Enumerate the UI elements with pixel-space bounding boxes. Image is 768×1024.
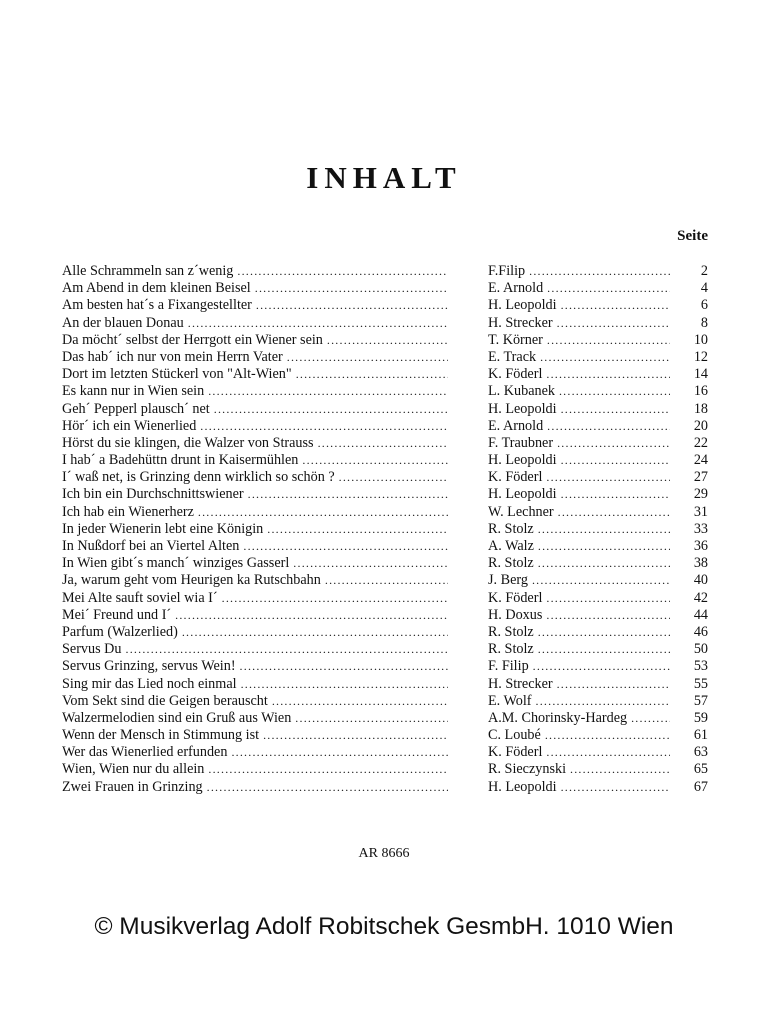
- dot-leader: [558, 504, 670, 521]
- song-title: Es kann nur in Wien sein: [62, 383, 205, 400]
- toc-title-cell: [62, 641, 448, 658]
- toc-composer-cell: [488, 693, 670, 710]
- composer-name: F.Filip: [488, 263, 526, 279]
- song-title: Wenn der Mensch in Stimmung ist: [62, 727, 260, 744]
- catalog-code: AR 8666: [358, 846, 410, 861]
- dot-leader: [540, 349, 670, 366]
- page-number: 6: [700, 297, 708, 314]
- toc-composer-cell: [488, 555, 670, 572]
- toc-row: [62, 693, 708, 710]
- table-of-contents: [62, 263, 708, 796]
- toc-row: [62, 624, 708, 641]
- toc-title-cell: [62, 469, 448, 486]
- composer-name: E. Arnold: [488, 417, 544, 434]
- composer-name: R. Stolz: [488, 623, 534, 640]
- song-title: Das hab´ ich nur von mein Herrn Vater: [62, 348, 283, 365]
- song-title: Am Abend in dem kleinen Beisel: [62, 280, 251, 297]
- page-number: 31: [693, 503, 708, 520]
- composer-name: K. Föderl: [488, 589, 543, 606]
- toc-row: [62, 469, 708, 486]
- toc-title-cell: [62, 383, 448, 400]
- toc-composer-cell: [488, 418, 670, 435]
- composer-name: K. Föderl: [488, 469, 543, 486]
- page-number: 10: [693, 331, 708, 348]
- toc-title-cell: [62, 332, 448, 349]
- song-title: Zwei Frauen in Grinzing: [62, 778, 203, 795]
- dot-leader: [538, 624, 670, 641]
- dot-leader: [188, 315, 448, 332]
- toc-composer-cell: [488, 297, 670, 314]
- toc-row: [62, 401, 708, 418]
- composer-name: A.M. Chorinsky-Hardeg: [488, 709, 628, 726]
- page-number: 8: [700, 314, 708, 331]
- toc-title-cell: [62, 710, 448, 727]
- composer-name: H. Leopoldi: [488, 486, 557, 503]
- page-number: 14: [693, 366, 708, 383]
- dot-leader: [231, 744, 448, 761]
- dot-leader: [237, 263, 448, 280]
- toc-title-cell: [62, 366, 448, 383]
- composer-name: F. Filip: [488, 658, 529, 675]
- toc-title-cell: [62, 676, 448, 693]
- toc-title-cell: [62, 280, 448, 297]
- toc-row: [62, 452, 708, 469]
- dot-leader: [561, 297, 670, 314]
- toc-row: [62, 555, 708, 572]
- dot-leader: [545, 727, 670, 744]
- song-title: Wer das Wienerlied erfunden: [62, 744, 228, 761]
- toc-composer-cell: [488, 349, 670, 366]
- page-title: INHALT: [306, 160, 462, 195]
- toc-row: [62, 538, 708, 555]
- dot-leader: [536, 693, 670, 710]
- toc-row: [62, 607, 708, 624]
- dot-leader: [248, 486, 448, 503]
- toc-row: [62, 658, 708, 675]
- page-number: 50: [693, 641, 708, 658]
- song-title: In jeder Wienerin lebt eine Königin: [62, 520, 264, 537]
- page-number: 16: [693, 383, 708, 400]
- toc-title-cell: [62, 418, 448, 435]
- toc-row: [62, 418, 708, 435]
- song-title: Vom Sekt sind die Geigen berauscht: [62, 692, 268, 709]
- dot-leader: [327, 332, 448, 349]
- toc-row: [62, 383, 708, 400]
- dot-leader: [547, 332, 670, 349]
- composer-name: R. Sieczynski: [488, 761, 567, 778]
- toc-composer-cell: [488, 315, 670, 332]
- page-number: 53: [693, 658, 708, 675]
- dot-leader: [561, 486, 670, 503]
- toc-title-cell: [62, 693, 448, 710]
- song-title: Dort im letzten Stückerl von "Alt-Wien": [62, 366, 292, 383]
- page-number: 44: [693, 606, 708, 623]
- toc-title-cell: [62, 349, 448, 366]
- page-number: 63: [693, 744, 708, 761]
- toc-title-cell: [62, 504, 448, 521]
- toc-title-cell: [62, 521, 448, 538]
- toc-composer-cell: [488, 332, 670, 349]
- dot-leader: [546, 744, 670, 761]
- toc-composer-cell: [488, 624, 670, 641]
- composer-name: E. Track: [488, 348, 537, 365]
- toc-composer-cell: [488, 263, 670, 280]
- dot-leader: [339, 469, 448, 486]
- toc-composer-cell: [488, 452, 670, 469]
- dot-leader: [243, 538, 448, 555]
- dot-leader: [272, 693, 448, 710]
- composer-name: E. Wolf: [488, 692, 532, 709]
- dot-leader: [207, 779, 448, 796]
- dot-leader: [538, 538, 670, 555]
- page-number: 59: [693, 709, 708, 726]
- dot-leader: [546, 469, 670, 486]
- composer-name: A. Walz: [488, 538, 534, 554]
- dot-leader: [296, 366, 448, 383]
- song-title: I´ waß net, is Grinzing denn wirklich so schön ?: [62, 469, 335, 486]
- toc-row: [62, 676, 708, 693]
- page-number: 22: [693, 434, 708, 451]
- song-title: Mei Alte sauft soviel wia I´: [62, 589, 218, 606]
- dot-leader: [295, 710, 448, 727]
- toc-composer-cell: [488, 280, 670, 297]
- dot-leader: [546, 366, 670, 383]
- toc-composer-cell: [488, 779, 670, 796]
- dot-leader: [547, 280, 670, 297]
- song-title: Sing mir das Lied noch einmal: [62, 675, 237, 692]
- toc-row: [62, 332, 708, 349]
- composer-name: H. Leopoldi: [488, 452, 557, 469]
- dot-leader: [546, 607, 670, 624]
- toc-row: [62, 744, 708, 761]
- dot-leader: [126, 641, 448, 658]
- page-column-header: Seite: [677, 228, 708, 244]
- dot-leader: [538, 641, 670, 658]
- dot-leader: [208, 761, 448, 778]
- dot-leader: [561, 452, 670, 469]
- toc-row: [62, 727, 708, 744]
- composer-name: C. Loubé: [488, 727, 541, 744]
- toc-row: [62, 280, 708, 297]
- toc-composer-cell: [488, 761, 670, 778]
- toc-title-cell: [62, 435, 448, 452]
- dot-leader: [559, 383, 670, 400]
- toc-composer-cell: [488, 469, 670, 486]
- song-title: Hör´ ich ein Wienerlied: [62, 417, 197, 434]
- dot-leader: [318, 435, 448, 452]
- song-title: In Wien gibt´s manch´ winziges Gasserl: [62, 555, 290, 572]
- dot-leader: [532, 572, 670, 589]
- toc-composer-cell: [488, 435, 670, 452]
- composer-name: R. Stolz: [488, 555, 534, 572]
- toc-composer-cell: [488, 607, 670, 624]
- page-number: 40: [693, 572, 708, 589]
- page-number: 29: [693, 486, 708, 503]
- toc-row: [62, 366, 708, 383]
- dot-leader: [175, 607, 448, 624]
- toc-row: [62, 710, 708, 727]
- page-number: 38: [693, 555, 708, 572]
- toc-composer-cell: [488, 641, 670, 658]
- composer-name: H. Leopoldi: [488, 297, 557, 314]
- toc-composer-cell: [488, 401, 670, 418]
- dot-leader: [557, 676, 670, 693]
- dot-leader: [267, 521, 448, 538]
- toc-title-cell: [62, 538, 448, 555]
- composer-name: R. Stolz: [488, 641, 534, 658]
- song-title: Parfum (Walzerlied): [62, 623, 178, 640]
- page-number: 42: [693, 589, 708, 606]
- dot-leader: [182, 624, 448, 641]
- song-title: An der blauen Donau: [62, 314, 184, 331]
- composer-name: H. Strecker: [488, 314, 553, 331]
- toc-row: [62, 486, 708, 503]
- composer-name: E. Arnold: [488, 280, 544, 297]
- song-title: Ja, warum geht vom Heurigen ka Rutschbahn: [62, 572, 321, 589]
- page-number: 65: [693, 761, 708, 778]
- toc-composer-cell: [488, 538, 670, 555]
- toc-composer-cell: [488, 710, 670, 727]
- composer-name: H. Strecker: [488, 675, 553, 692]
- page-number: 27: [693, 469, 708, 486]
- dot-leader: [198, 504, 448, 521]
- toc-row: [62, 435, 708, 452]
- dot-leader: [240, 658, 448, 675]
- toc-title-cell: [62, 607, 448, 624]
- toc-row: [62, 572, 708, 589]
- toc-row: [62, 590, 708, 607]
- toc-row: [62, 761, 708, 778]
- composer-name: W. Lechner: [488, 503, 554, 520]
- dot-leader: [241, 676, 448, 693]
- dot-leader: [570, 761, 670, 778]
- page-number: 12: [693, 348, 708, 365]
- copyright-notice: © Musikverlag Adolf Robitschek GesmbH. 1010 Wien: [94, 913, 674, 940]
- song-title: Mei´ Freund und I´: [62, 606, 172, 623]
- dot-leader: [255, 280, 448, 297]
- song-title: Geh´ Pepperl plausch´ net: [62, 400, 210, 417]
- toc-title-cell: [62, 452, 448, 469]
- song-title: Servus Du: [62, 641, 122, 658]
- page-number: 46: [693, 623, 708, 640]
- song-title: Wien, Wien nur du allein: [62, 761, 205, 778]
- toc-composer-cell: [488, 590, 670, 607]
- toc-title-cell: [62, 744, 448, 761]
- composer-name: L. Kubanek: [488, 383, 555, 400]
- composer-name: K. Föderl: [488, 366, 543, 383]
- dot-leader: [214, 401, 448, 418]
- toc-composer-cell: [488, 744, 670, 761]
- dot-leader: [256, 297, 448, 314]
- toc-title-cell: [62, 658, 448, 675]
- toc-composer-cell: [488, 366, 670, 383]
- song-title: I hab´ a Badehüttn drunt in Kaisermühlen: [62, 452, 299, 469]
- dot-leader: [561, 401, 670, 418]
- page-number: 18: [693, 400, 708, 417]
- page-number: 67: [693, 778, 708, 795]
- dot-leader: [546, 590, 670, 607]
- toc-composer-cell: [488, 572, 670, 589]
- song-title: Hörst du sie klingen, die Walzer von Strauss: [62, 434, 314, 451]
- toc-composer-cell: [488, 676, 670, 693]
- toc-row: [62, 504, 708, 521]
- dot-leader: [547, 418, 670, 435]
- toc-composer-cell: [488, 486, 670, 503]
- page-number: 20: [693, 417, 708, 434]
- toc-title-cell: [62, 401, 448, 418]
- dot-leader: [631, 710, 670, 727]
- composer-name: H. Leopoldi: [488, 400, 557, 417]
- toc-row: [62, 779, 708, 796]
- toc-title-cell: [62, 263, 448, 280]
- dot-leader: [325, 572, 448, 589]
- dot-leader: [302, 452, 448, 469]
- toc-composer-cell: [488, 727, 670, 744]
- dot-leader: [208, 383, 448, 400]
- toc-row: [62, 641, 708, 658]
- toc-title-cell: [62, 297, 448, 314]
- toc-composer-cell: [488, 658, 670, 675]
- dot-leader: [557, 315, 670, 332]
- page-number: 36: [693, 538, 708, 554]
- toc-title-cell: [62, 555, 448, 572]
- page-number: 61: [693, 727, 708, 744]
- toc-title-cell: [62, 779, 448, 796]
- toc-row: [62, 315, 708, 332]
- toc-composer-cell: [488, 521, 670, 538]
- page-number: 2: [700, 263, 708, 279]
- toc-title-cell: [62, 315, 448, 332]
- page-number: 4: [700, 280, 708, 297]
- toc-row: [62, 521, 708, 538]
- composer-name: H. Doxus: [488, 606, 543, 623]
- toc-composer-cell: [488, 504, 670, 521]
- toc-row: [62, 297, 708, 314]
- song-title: Servus Grinzing, servus Wein!: [62, 658, 236, 675]
- song-title: Walzermelodien sind ein Gruß aus Wien: [62, 709, 292, 726]
- dot-leader: [529, 263, 670, 280]
- composer-name: F. Traubner: [488, 434, 554, 451]
- song-title: In Nußdorf bei an Viertel Alten: [62, 538, 240, 554]
- song-title: Ich hab ein Wienerherz: [62, 503, 194, 520]
- composer-name: K. Föderl: [488, 744, 543, 761]
- dot-leader: [538, 555, 670, 572]
- page-number: 24: [693, 452, 708, 469]
- toc-composer-cell: [488, 383, 670, 400]
- toc-title-cell: [62, 727, 448, 744]
- composer-name: R. Stolz: [488, 520, 534, 537]
- toc-title-cell: [62, 590, 448, 607]
- song-title: Alle Schrammeln san z´wenig: [62, 263, 234, 279]
- dot-leader: [200, 418, 448, 435]
- dot-leader: [293, 555, 448, 572]
- toc-title-cell: [62, 486, 448, 503]
- song-title: Ich bin ein Durchschnittswiener: [62, 486, 244, 503]
- toc-row: [62, 349, 708, 366]
- toc-row: [62, 263, 708, 280]
- dot-leader: [263, 727, 448, 744]
- dot-leader: [538, 521, 670, 538]
- composer-name: H. Leopoldi: [488, 778, 557, 795]
- dot-leader: [287, 349, 448, 366]
- toc-title-cell: [62, 624, 448, 641]
- song-title: Da möcht´ selbst der Herrgott ein Wiener sein: [62, 331, 323, 348]
- dot-leader: [557, 435, 670, 452]
- composer-name: T. Körner: [488, 331, 543, 348]
- dot-leader: [533, 658, 670, 675]
- page-number: 33: [693, 520, 708, 537]
- toc-title-cell: [62, 761, 448, 778]
- song-title: Am besten hat´s a Fixangestellter: [62, 297, 252, 314]
- dot-leader: [561, 779, 670, 796]
- page-number: 57: [693, 692, 708, 709]
- dot-leader: [222, 590, 448, 607]
- page-number: 55: [693, 675, 708, 692]
- toc-title-cell: [62, 572, 448, 589]
- composer-name: J. Berg: [488, 572, 528, 589]
